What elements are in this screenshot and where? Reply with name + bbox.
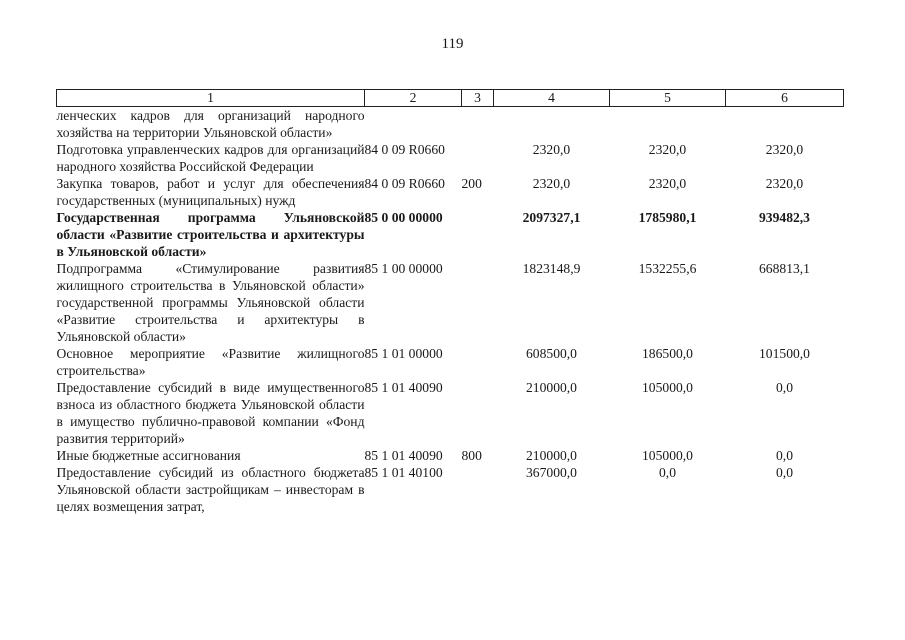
row-year3-cell: 101500,0	[759, 346, 810, 361]
row-year1-cell: 2097327,1	[522, 210, 581, 225]
row-year3-cell: 2320,0	[765, 176, 804, 191]
row-code-cell	[365, 107, 462, 142]
row-name-cell: ленческих кадров для организаций народного хозяйства на территории Ульяновской области»	[56, 108, 365, 140]
row-type-cell	[462, 260, 494, 345]
row-year2-cell: 0,0	[659, 465, 676, 480]
row-year1-cell	[494, 107, 610, 142]
row-type-cell	[462, 464, 494, 515]
row-year2-cell	[610, 107, 726, 142]
row-type-cell: 200	[461, 176, 482, 191]
row-code-cell: 85 1 01 40090	[364, 448, 443, 463]
row-code-cell: 85 1 01 40100	[364, 465, 443, 480]
row-type-cell	[462, 107, 494, 142]
column-header: 1	[57, 90, 365, 107]
row-code-cell: 84 0 09 R0660	[364, 142, 445, 157]
row-year3-cell: 0,0	[776, 380, 793, 395]
row-code-cell: 85 0 00 00000	[364, 210, 443, 225]
row-year2-cell: 186500,0	[642, 346, 693, 361]
column-header: 6	[726, 90, 844, 107]
row-name-cell: Подпрограмма «Стимулирование развития жилищного строительства в Ульяновской области» государственной программы Ульяновской области «Развитие строительства и архитектуры в Ульяновской области»	[56, 261, 365, 344]
column-header: 2	[365, 90, 462, 107]
row-name-cell: Государственная программа Ульяновской области «Развитие строительства и архитектуры в Ульяновской области»	[56, 210, 365, 259]
table-row	[57, 260, 844, 345]
row-name-cell: Основное мероприятие «Развитие жилищного строительства»	[56, 346, 365, 378]
row-year2-cell: 105000,0	[642, 380, 693, 395]
table-row	[57, 141, 844, 175]
row-year1-cell: 367000,0	[526, 465, 577, 480]
row-year1-cell: 2320,0	[532, 176, 571, 191]
row-type-cell	[462, 209, 494, 260]
table-body	[57, 107, 844, 516]
page-number: 119	[441, 36, 464, 52]
row-year2-cell: 105000,0	[642, 448, 693, 463]
row-year3-cell: 2320,0	[765, 142, 804, 157]
table-row	[57, 107, 844, 142]
row-code-cell: 85 1 01 40090	[364, 380, 443, 395]
row-year1-cell: 1823148,9	[522, 261, 581, 276]
row-year3-cell: 668813,1	[759, 261, 810, 276]
row-year3-cell: 939482,3	[759, 210, 810, 225]
row-year1-cell: 210000,0	[526, 448, 577, 463]
row-code-cell: 85 1 01 00000	[364, 346, 443, 361]
row-year3-cell: 0,0	[776, 465, 793, 480]
row-year3-cell: 0,0	[776, 448, 793, 463]
row-name-cell: Предоставление субсидий из областного бюджета Ульяновской области застройщикам – инвесторам в целях возмещения затрат,	[56, 465, 365, 514]
row-code-cell: 84 0 09 R0660	[364, 176, 445, 191]
column-number-row	[57, 90, 844, 107]
column-header: 5	[610, 90, 726, 107]
column-header: 3	[462, 90, 494, 107]
table-row	[57, 379, 844, 447]
row-year2-cell: 1785980,1	[638, 210, 697, 225]
column-header: 4	[494, 90, 610, 107]
row-type-cell: 800	[461, 448, 482, 463]
table-row	[57, 447, 844, 464]
row-year1-cell: 210000,0	[526, 380, 577, 395]
table-row	[57, 209, 844, 260]
row-type-cell	[462, 141, 494, 175]
budget-table	[56, 89, 844, 515]
table-row	[57, 175, 844, 209]
row-type-cell	[462, 345, 494, 379]
row-year2-cell: 1532255,6	[638, 261, 697, 276]
row-type-cell	[462, 379, 494, 447]
row-name-cell: Иные бюджетные ассигнования	[56, 448, 241, 463]
row-year3-cell	[726, 107, 844, 142]
row-year2-cell: 2320,0	[648, 176, 687, 191]
row-name-cell: Закупка товаров, работ и услуг для обеспечения государственных (муниципальных) нужд	[56, 176, 365, 208]
row-year1-cell: 608500,0	[526, 346, 577, 361]
row-year2-cell: 2320,0	[648, 142, 687, 157]
row-name-cell: Подготовка управленческих кадров для организаций народного хозяйства Российской Федерации	[56, 142, 365, 174]
row-code-cell: 85 1 00 00000	[364, 261, 443, 276]
row-name-cell: Предоставление субсидий в виде имущественного взноса из областного бюджета Ульяновской области в имущество публично-правовой компании «Фонд развития территорий»	[56, 380, 365, 446]
row-year1-cell: 2320,0	[532, 142, 571, 157]
table-row	[57, 345, 844, 379]
table-row	[57, 464, 844, 515]
